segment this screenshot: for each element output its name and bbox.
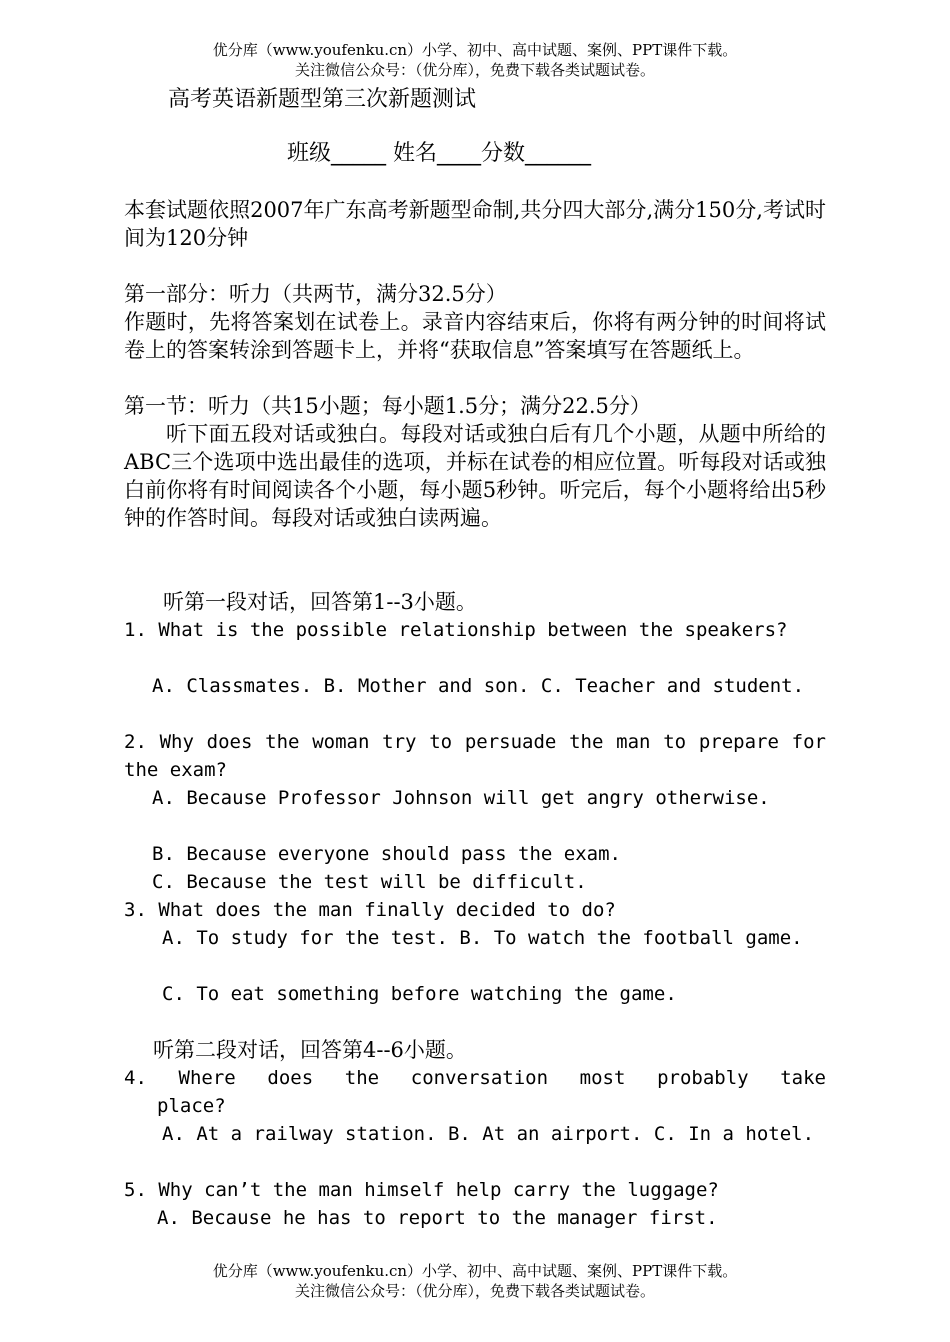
- question-2-stem: 2. Why does the woman try to persuade the man to prepare for the exam?: [124, 731, 826, 781]
- header-line-2: 关注微信公众号：（优分库），免费下载各类试题试卷。: [294, 61, 655, 79]
- footer-line-1: 优分库（www.youfenku.cn）小学、初中、高中试题、案例、PPT课件下载。: [212, 1262, 738, 1280]
- part1-heading: 第一部分：听力（共两节，满分32.5分）: [124, 282, 507, 306]
- question-4-stem-line-2: place?: [157, 1095, 226, 1117]
- question-1-stem: 1. What is the possible relationship between the speakers?: [124, 619, 788, 641]
- dialogue2-label: 听第二段对话，回答第4--6小题。: [153, 1038, 467, 1062]
- question-5-option-a: A. Because he has to report to the manager first.: [157, 1207, 718, 1229]
- dialogue1-label: 听第一段对话，回答第1--3小题。: [163, 590, 477, 614]
- question-1-options: A. Classmates. B. Mother and son. C. Teacher and student.: [152, 675, 805, 697]
- section1-instruction: 听下面五段对话或独白。每段对话或独白后有几个小题，从题中所给的ABC三个选项中选出最佳的选项，并标在试卷的相应位置。听每段对话或独白前你将有时间阅读各个小题，每小题5秒钟。听完后，每个小题将给出5秒钟的作答时间。每段对话或独白读两遍。: [124, 422, 826, 530]
- question-3-option-c: C. To eat something before watching the game.: [162, 983, 677, 1005]
- student-info-fields: 班级_____ 姓名____分数______: [287, 141, 591, 166]
- question-4-stem-line-1: 4. Where does the conversation most probably take: [124, 1067, 826, 1089]
- intro-paragraph: 本套试题依照2007年广东高考新题型命制,共分四大部分,满分150分,考试时间为120分钟: [124, 198, 826, 250]
- part1-instruction: 作题时，先将答案划在试卷上。录音内容结束后，你将有两分钟的时间将试卷上的答案转涂到答题卡上，并将“获取信息”答案填写在答题纸上。: [124, 310, 826, 362]
- question-3-stem: 3. What does the man finally decided to do?: [124, 899, 616, 921]
- page-title: 高考英语新题型第三次新题测试: [168, 87, 477, 112]
- question-2-option-b: B. Because everyone should pass the exam.: [152, 843, 621, 865]
- section1-heading: 第一节：听力（共15小题；每小题1.5分；满分22.5分）: [124, 394, 651, 418]
- question-5-stem: 5. Why can’t the man himself help carry the luggage?: [124, 1179, 719, 1201]
- question-3-options-ab: A. To study for the test. B. To watch the football game.: [162, 927, 803, 949]
- header-line-1: 优分库（www.youfenku.cn）小学、初中、高中试题、案例、PPT课件下载。: [212, 41, 738, 59]
- question-4-options: A. At a railway station. B. At an airport. C. In a hotel.: [162, 1123, 815, 1145]
- question-2-option-c: C. Because the test will be difficult.: [152, 871, 587, 893]
- question-2-option-a: A. Because Professor Johnson will get angry otherwise.: [152, 787, 770, 809]
- footer-line-2: 关注微信公众号：（优分库），免费下载各类试题试卷。: [294, 1282, 655, 1300]
